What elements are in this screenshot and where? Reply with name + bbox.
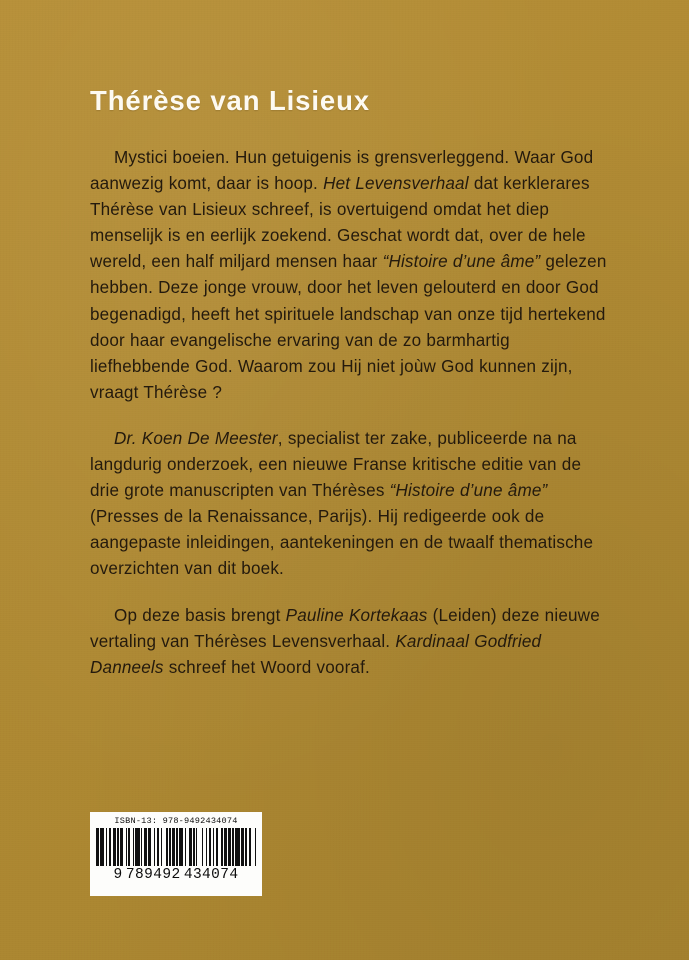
text-run: Mystici boeien. Hun getuigenis is grensverleggend. Waar God aanwezig komt, daar is hoop. [90,148,594,194]
text-run: dat kerklerares Thérèse van Lisieux schreef, is overtuigend omdat het diep menselijk is en eerlijk zoekend. Geschat wordt dat, over de hele wereld, een half miljard mensen haar [90,174,590,272]
book-title: Thérèse van Lisieux [90,85,371,117]
blurb-paragraph-2 [90,426,610,583]
barcode-bars [96,828,256,866]
text-run: (Leiden) deze nieuwe vertaling van Thérèses Levensverhaal. [90,605,600,651]
emphasis-run: “Histoire d’une âme” [382,252,541,272]
text-run: (Presses de la Renaissance, Parijs). Hij redigeerde ook de aangepaste inleidingen, aantekeningen en de twaalf thematische overzichten van dit boek. [90,507,594,579]
text-run: Op deze basis brengt [114,605,286,625]
emphasis-run: Dr. Koen De Meester [114,428,278,448]
isbn-barcode [90,812,262,896]
blurb-text [90,145,610,681]
text-run: schreef het Woord vooraf. [163,657,370,677]
emphasis-run: Pauline Kortekaas [285,605,428,625]
text-run: , specialist ter zake, publiceerde na na langdurig onderzoek, een nieuwe Franse kritische editie van de drie grote manuscripten van Thérèses [90,428,582,501]
emphasis-run: Het Levensverhaal [323,174,469,194]
barcode-bar [255,828,256,866]
emphasis-run: Kardinaal Godfried Danneels [90,631,542,677]
blurb-paragraph-3 [90,603,610,681]
emphasis-run: “Histoire d’une âme” [389,481,548,501]
text-run: gelezen hebben. Deze jonge vrouw, door het leven gelouterd en door God begenadigd, heeft het spirituele landschap van onze tijd hertekend door haar evangelische ervaring van de zo barmhartig liefhebbende God. Waarom zou Hij niet joùw God kunnen zijn, vraagt Thérèse ? [90,252,607,402]
isbn-label: ISBN-13: 978-9492434074 [114,816,238,826]
blurb-paragraph-1 [90,145,610,406]
barcode-digits: 9 789492 434074 [113,867,239,883]
